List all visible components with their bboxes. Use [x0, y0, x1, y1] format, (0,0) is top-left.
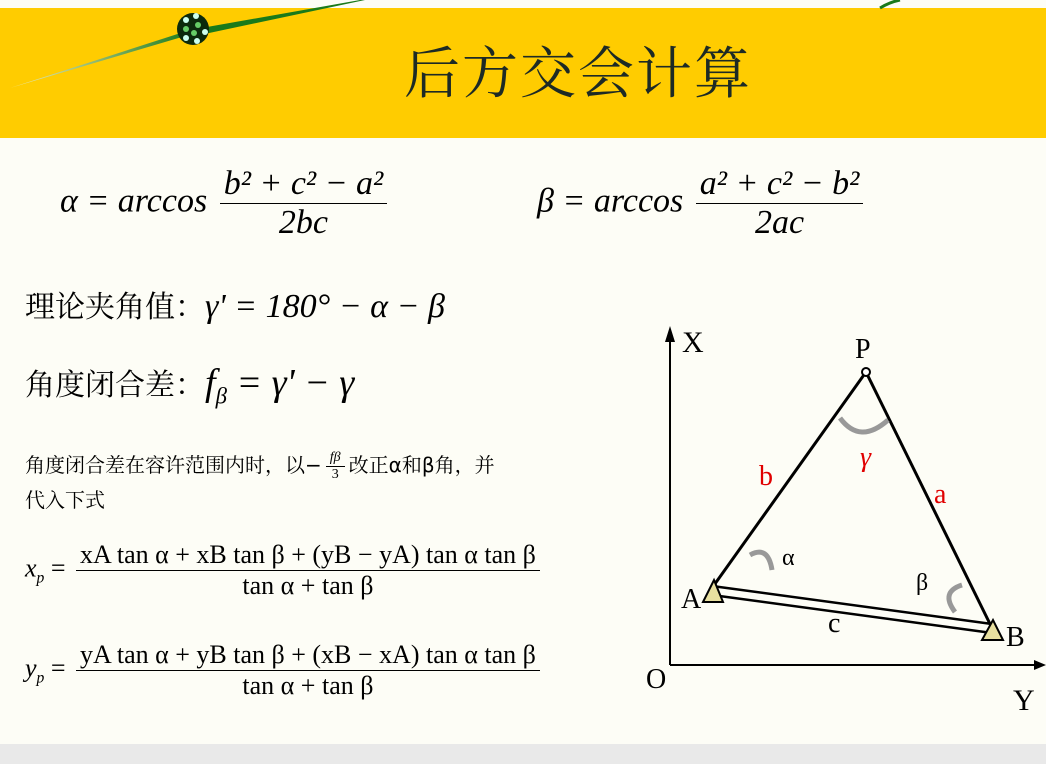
label-side-a: a [934, 479, 947, 510]
xp-lhs: x [25, 553, 37, 583]
label-p: P [855, 334, 871, 365]
xp-sub: p [36, 569, 45, 587]
yp-sub: p [36, 669, 45, 687]
theory-expression: γ' = 180° − α − β [205, 288, 445, 325]
note-frac-num: fβ [326, 450, 345, 467]
beta-arc-icon [949, 585, 962, 612]
alpha-denominator: 2bc [278, 204, 329, 241]
label-y-axis: Y [1013, 684, 1035, 717]
beta-lhs: β = arccos [537, 182, 684, 220]
beta-numerator: a² + c² − b² [696, 165, 864, 204]
label-b-point: B [1006, 622, 1025, 653]
label-a-point: A [681, 584, 702, 615]
yp-numerator: yA tan α + yB tan β + (xB − xA) tan α tan β [76, 640, 540, 671]
gamma-arc-icon [840, 418, 888, 432]
label-side-b: b [759, 461, 773, 492]
closure-rhs: = γ' − γ [226, 362, 355, 404]
alpha-lhs: α = arccos [60, 182, 208, 220]
yp-denominator: tan α + tan β [242, 671, 374, 700]
closure-sub: β [215, 383, 227, 409]
label-x-axis: X [682, 326, 704, 359]
note-frac-den: 3 [331, 467, 339, 482]
label-alpha: α [782, 545, 795, 571]
alpha-arc-icon [750, 552, 772, 570]
side-a [866, 372, 992, 628]
xp-numerator: xA tan α + xB tan β + (yB − yA) tan α tan β [76, 540, 540, 571]
label-origin: O [646, 664, 667, 695]
yp-lhs: y [25, 653, 37, 683]
note-part2: 改正α和β角，并 [348, 453, 495, 477]
theory-label: 理论夹角值： [25, 290, 205, 325]
alpha-numerator: b² + c² − a² [220, 165, 388, 204]
label-beta: β [916, 570, 929, 596]
yp-formula: $y_p$ = $\frac{\text{yA tan α + yB tan β + (xB − xA) tan α tan β}}{\text{tan α + tan β}}$ [25, 640, 544, 701]
page-title: 后方交会计算 [404, 42, 752, 107]
closure-f: f [205, 362, 216, 404]
point-p [862, 368, 870, 376]
beta-denominator: 2ac [755, 204, 805, 241]
xp-formula: $x_p$ = $\frac{\text{xA tan α + xB tan β + (yB − yA) tan α tan β}}{\text{tan α + tan β}}$ [25, 540, 544, 601]
xp-denominator: tan α + tan β [242, 571, 374, 600]
closure-label: 角度闭合差： [25, 368, 205, 403]
label-side-c: c [828, 608, 841, 639]
note-part1: 角度闭合差在容许范围内时，以− [25, 453, 322, 477]
label-gamma: γ [860, 442, 872, 473]
note-line2: 代入下式 [25, 488, 105, 512]
point-a-triangle [703, 580, 723, 602]
